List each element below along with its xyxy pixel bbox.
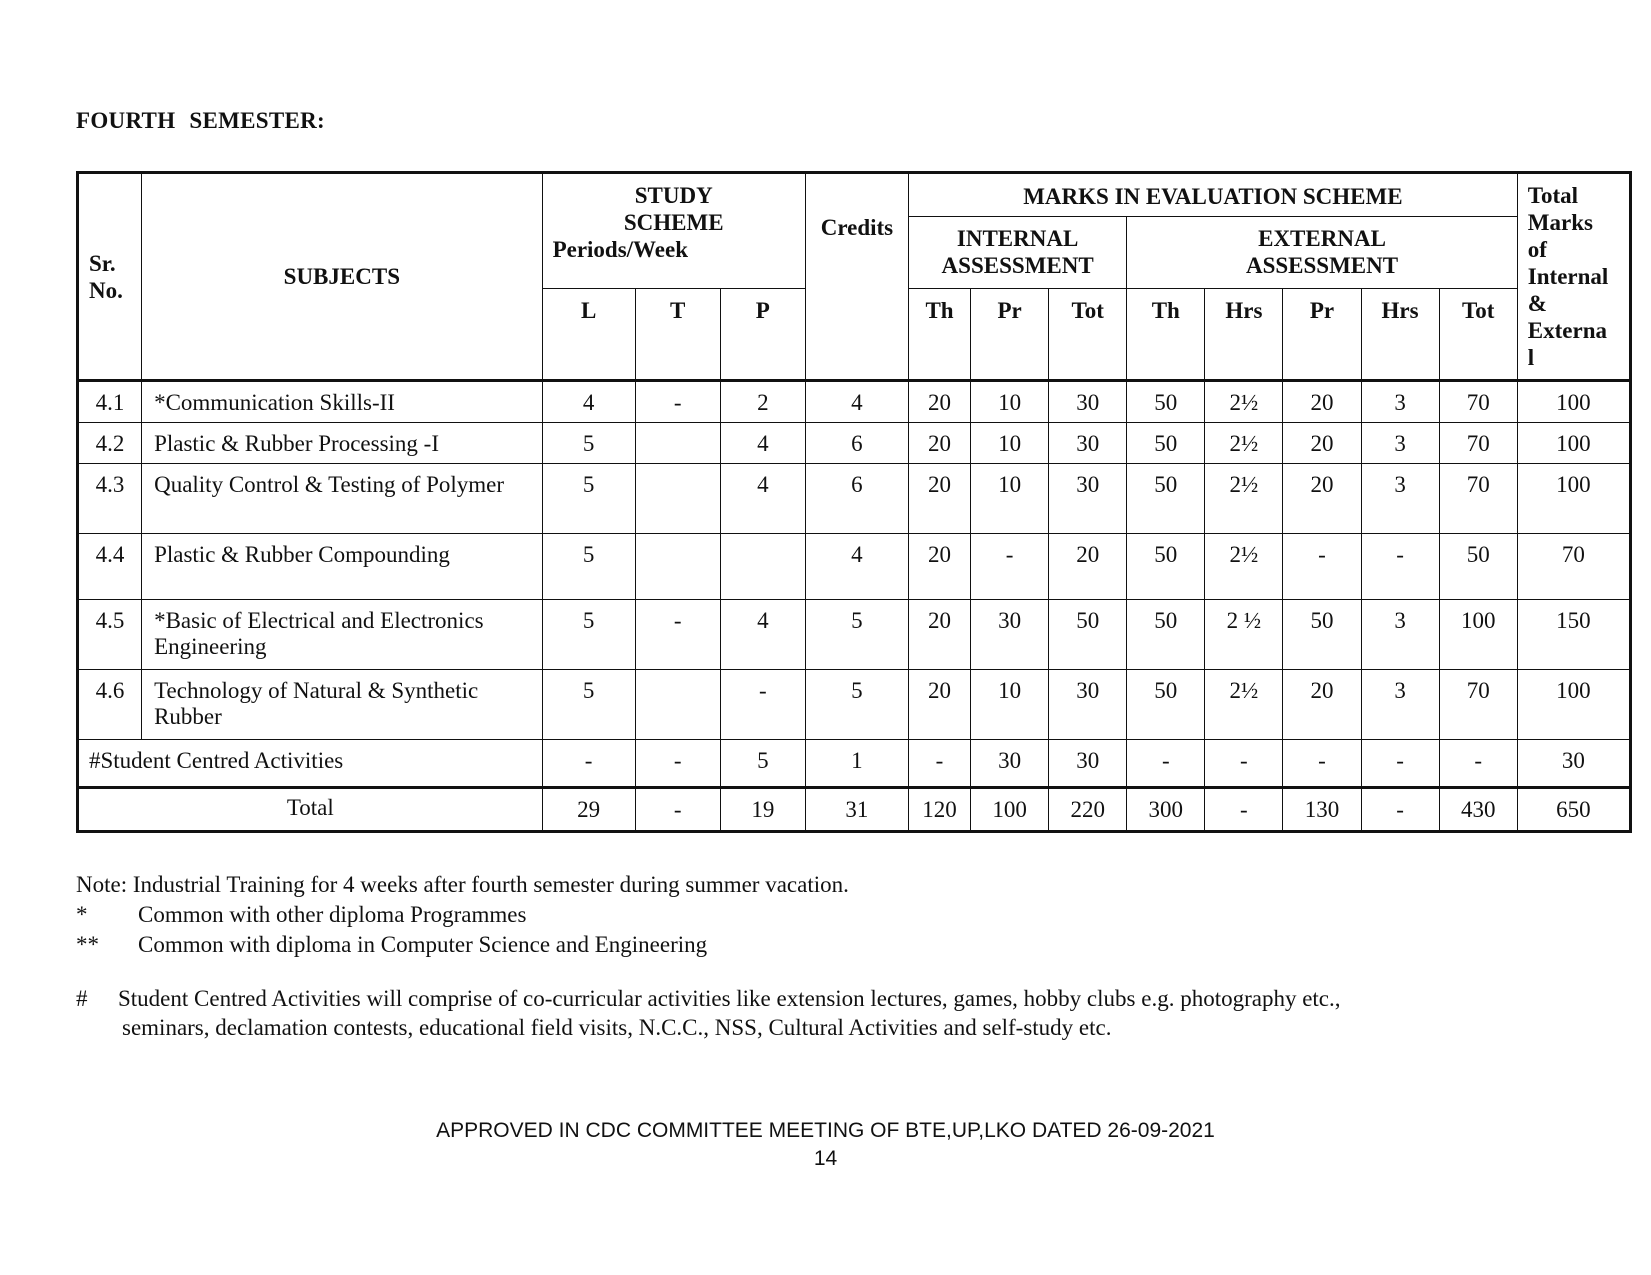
total-marks-cell: 100: [1517, 670, 1630, 740]
external-th-cell: 50: [1127, 464, 1205, 534]
table-row: [78, 464, 1631, 534]
star-note: [76, 900, 849, 930]
internal-th-cell: 20: [908, 600, 970, 670]
external-tot-total: 430: [1439, 788, 1517, 832]
internal-pr-cell: 10: [971, 381, 1049, 423]
page-number: 14: [813, 1147, 838, 1170]
external-th-cell: 50: [1127, 670, 1205, 740]
internal-th-cell: 20: [908, 534, 970, 600]
internal-pr-cell: 30: [971, 740, 1049, 788]
l-cell: 5: [542, 423, 635, 464]
external-th-cell: 50: [1127, 600, 1205, 670]
external-hrs-cell: -: [1205, 740, 1283, 788]
internal-th-total: 120: [908, 788, 970, 832]
credits-cell: 6: [805, 464, 908, 534]
external-th-cell: 50: [1127, 381, 1205, 423]
external-assessment-header: EXTERNAL ASSESSMENT: [1127, 217, 1518, 289]
study-evaluation-table: [76, 171, 1632, 833]
credits-cell: 5: [805, 670, 908, 740]
col-l-header: L: [542, 289, 635, 381]
total-marks-cell: 100: [1517, 423, 1630, 464]
l-cell: 4: [542, 381, 635, 423]
subjects-header: SUBJECTS: [142, 173, 542, 381]
p-cell: 4: [720, 600, 805, 670]
t-cell: [635, 423, 720, 464]
credits-cell: 6: [805, 423, 908, 464]
external-th-cell: 50: [1127, 423, 1205, 464]
total-marks-cell: 70: [1517, 534, 1630, 600]
total-marks-cell: 30: [1517, 740, 1630, 788]
approval-text: APPROVED IN CDC COMMITTEE MEETING OF BTE,UP,LKO DATED 26-09-2021: [436, 1119, 1215, 1142]
table-row: [78, 670, 1631, 740]
t-cell: [635, 534, 720, 600]
internal-tot-cell: 30: [1049, 670, 1127, 740]
total-marks-header: Total Marks of Internal & Externa l: [1517, 173, 1630, 381]
external-hrs2-cell: -: [1361, 740, 1439, 788]
external-pr-cell: 50: [1283, 600, 1361, 670]
internal-th-cell: 20: [908, 464, 970, 534]
external-hrs2-cell: 3: [1361, 464, 1439, 534]
external-tot-cell: 50: [1439, 534, 1517, 600]
page-heading: [76, 108, 339, 134]
study-scheme-header: STUDY SCHEME Periods/Week: [542, 173, 805, 289]
training-note: Note: Industrial Training for 4 weeks after fourth semester during summer vacation.: [76, 872, 849, 897]
activities-row: [78, 740, 1631, 788]
total-marks-cell: 150: [1517, 600, 1630, 670]
external-tot-cell: 100: [1439, 600, 1517, 670]
external-tot-cell: 70: [1439, 381, 1517, 423]
internal-th-cell: -: [908, 740, 970, 788]
internal-pr-cell: -: [971, 534, 1049, 600]
credits-cell: 5: [805, 600, 908, 670]
p-cell: 5: [720, 740, 805, 788]
external-hrs2-cell: 3: [1361, 670, 1439, 740]
p-cell: -: [720, 670, 805, 740]
sr-cell: 4.1: [78, 381, 142, 423]
external-hrs2-cell: 3: [1361, 381, 1439, 423]
l-total: 29: [542, 788, 635, 832]
grand-total: 650: [1517, 788, 1630, 832]
total-label: Total: [78, 788, 543, 832]
subject-cell: *Basic of Electrical and Electronics Engineering: [142, 600, 542, 670]
internal-pr-total: 100: [971, 788, 1049, 832]
col-internal-th-header: Th: [908, 289, 970, 381]
page-footer: [0, 1117, 1651, 1173]
subject-cell: Technology of Natural & Synthetic Rubber: [142, 670, 542, 740]
subject-cell: Plastic & Rubber Compounding: [142, 534, 542, 600]
total-row: [78, 788, 1631, 832]
external-hrs-cell: 2 ½: [1205, 600, 1283, 670]
external-hrs-cell: 2½: [1205, 423, 1283, 464]
external-pr-total: 130: [1283, 788, 1361, 832]
table-row: [78, 381, 1631, 423]
internal-th-cell: 20: [908, 423, 970, 464]
external-hrs-total: -: [1205, 788, 1283, 832]
internal-tot-cell: 30: [1049, 423, 1127, 464]
internal-pr-cell: 10: [971, 423, 1049, 464]
hash-marker: #: [76, 986, 88, 1011]
sr-cell: 4.5: [78, 600, 142, 670]
credits-header: Credits: [805, 173, 908, 381]
notes: [76, 870, 849, 960]
external-hrs-cell: 2½: [1205, 670, 1283, 740]
col-external-hrs2-header: Hrs: [1361, 289, 1439, 381]
internal-tot-cell: 50: [1049, 600, 1127, 670]
activities-note-line1: Student Centred Activities will comprise of co-curricular activities like extension lectures, games, hobby clubs e.g. photography etc.,: [118, 986, 1341, 1011]
external-pr-cell: -: [1283, 740, 1361, 788]
activities-note-line2: seminars, declamation contests, educational field visits, N.C.C., NSS, Cultural Activities and self-study etc.: [122, 1015, 1112, 1040]
credits-cell: 4: [805, 534, 908, 600]
col-external-pr-header: Pr: [1283, 289, 1361, 381]
col-external-hrs-header: Hrs: [1205, 289, 1283, 381]
credits-cell: 1: [805, 740, 908, 788]
external-hrs2-cell: -: [1361, 534, 1439, 600]
external-hrs-cell: 2½: [1205, 464, 1283, 534]
col-t-header: T: [635, 289, 720, 381]
internal-tot-cell: 30: [1049, 464, 1127, 534]
t-cell: -: [635, 740, 720, 788]
total-marks-cell: 100: [1517, 464, 1630, 534]
double-star-note: [76, 930, 849, 960]
external-hrs2-cell: 3: [1361, 600, 1439, 670]
activities-note: [76, 984, 1526, 1042]
external-pr-cell: 20: [1283, 381, 1361, 423]
t-cell: -: [635, 600, 720, 670]
internal-tot-cell: 30: [1049, 740, 1127, 788]
col-external-tot-header: Tot: [1439, 289, 1517, 381]
external-hrs-cell: 2½: [1205, 534, 1283, 600]
t-cell: [635, 670, 720, 740]
sr-cell: 4.4: [78, 534, 142, 600]
heading-part2: SEMESTER:: [189, 108, 326, 133]
p-cell: 4: [720, 423, 805, 464]
l-cell: 5: [542, 464, 635, 534]
external-tot-cell: 70: [1439, 670, 1517, 740]
external-tot-cell: 70: [1439, 464, 1517, 534]
p-cell: 4: [720, 464, 805, 534]
internal-th-cell: 20: [908, 381, 970, 423]
l-cell: 5: [542, 600, 635, 670]
t-cell: -: [635, 381, 720, 423]
table-row: [78, 534, 1631, 600]
credits-total: 31: [805, 788, 908, 832]
t-cell: [635, 464, 720, 534]
external-pr-cell: 20: [1283, 423, 1361, 464]
external-th-cell: -: [1127, 740, 1205, 788]
heading-part1: FOURTH: [76, 108, 176, 133]
col-internal-pr-header: Pr: [971, 289, 1049, 381]
sr-cell: 4.2: [78, 423, 142, 464]
external-tot-cell: 70: [1439, 423, 1517, 464]
marks-evaluation-header: MARKS IN EVALUATION SCHEME: [908, 173, 1517, 217]
total-marks-cell: 100: [1517, 381, 1630, 423]
p-total: 19: [720, 788, 805, 832]
external-th-total: 300: [1127, 788, 1205, 832]
col-internal-tot-header: Tot: [1049, 289, 1127, 381]
external-hrs2-total: -: [1361, 788, 1439, 832]
col-external-th-header: Th: [1127, 289, 1205, 381]
internal-pr-cell: 10: [971, 670, 1049, 740]
sr-cell: 4.3: [78, 464, 142, 534]
subject-cell: Quality Control & Testing of Polymer: [142, 464, 542, 534]
p-cell: [720, 534, 805, 600]
internal-pr-cell: 30: [971, 600, 1049, 670]
external-pr-cell: 20: [1283, 670, 1361, 740]
subject-cell: Plastic & Rubber Processing -I: [142, 423, 542, 464]
external-hrs2-cell: 3: [1361, 423, 1439, 464]
internal-tot-cell: 20: [1049, 534, 1127, 600]
internal-assessment-header: INTERNAL ASSESSMENT: [908, 217, 1126, 289]
internal-pr-cell: 10: [971, 464, 1049, 534]
subject-cell: *Communication Skills-II: [142, 381, 542, 423]
external-pr-cell: 20: [1283, 464, 1361, 534]
internal-th-cell: 20: [908, 670, 970, 740]
table-row: [78, 600, 1631, 670]
double-star-marker: **: [76, 932, 99, 957]
l-cell: -: [542, 740, 635, 788]
l-cell: 5: [542, 670, 635, 740]
double-star-note-text: Common with diploma in Computer Science and Engineering: [138, 932, 708, 957]
sr-cell: 4.6: [78, 670, 142, 740]
l-cell: 5: [542, 534, 635, 600]
p-cell: 2: [720, 381, 805, 423]
star-note-text: Common with other diploma Programmes: [138, 902, 527, 927]
external-hrs-cell: 2½: [1205, 381, 1283, 423]
sr-no-header: Sr. No.: [78, 173, 142, 381]
internal-tot-cell: 30: [1049, 381, 1127, 423]
table-row: [78, 423, 1631, 464]
external-th-cell: 50: [1127, 534, 1205, 600]
activities-label: #Student Centred Activities: [78, 740, 543, 788]
t-total: -: [635, 788, 720, 832]
external-tot-cell: -: [1439, 740, 1517, 788]
external-pr-cell: -: [1283, 534, 1361, 600]
col-p-header: P: [720, 289, 805, 381]
star-marker: *: [76, 902, 88, 927]
credits-cell: 4: [805, 381, 908, 423]
internal-tot-total: 220: [1049, 788, 1127, 832]
